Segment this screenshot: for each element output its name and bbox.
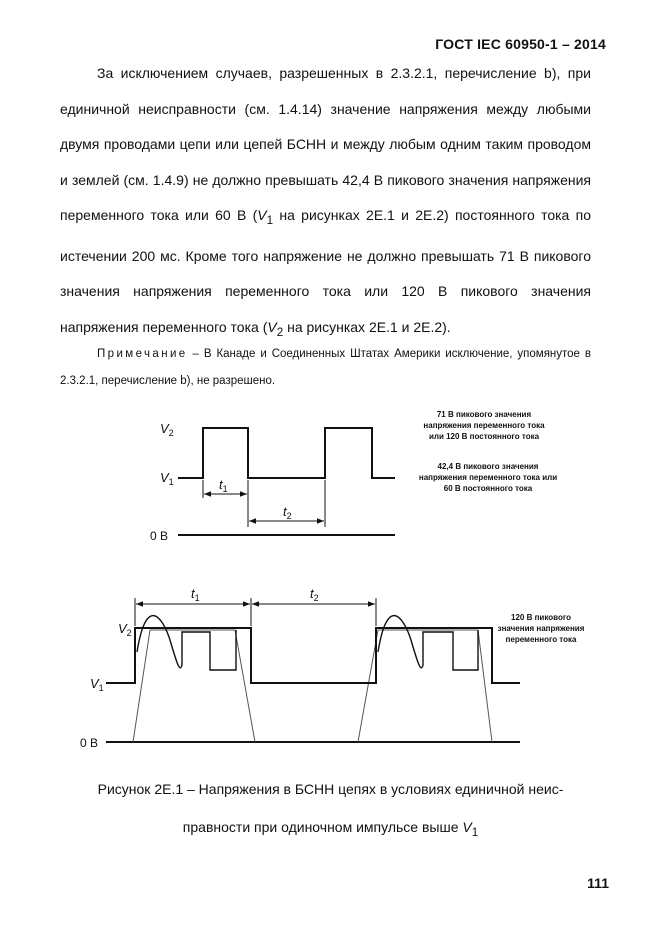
page-number: 111 — [587, 875, 609, 891]
top-annotation-v2-line3: или 120 В постоянного тока — [428, 432, 540, 441]
top-pulse-waveform — [178, 428, 395, 478]
figure-caption — [60, 770, 601, 852]
paragraph-text-a: За исключением случаев, разрешенных в 2.3.2.1, перечисление b), при единичной неисправности (см. 1.4.14) значение напряжения между любыми двумя проводами цепи или цепей БСНН и между любым одним таким проводом и землей (см. 1.4.9) не должно превышать 42,4 В пикового значения напряжения переменного тока или 60 В ( — [60, 65, 591, 224]
v1-symbol: V — [257, 207, 267, 224]
top-waveform-diagram — [150, 410, 557, 543]
caption-v-subscript: 1 — [471, 825, 479, 839]
top-annotation-v1-line3: 60 В постоянного тока — [443, 484, 533, 493]
bottom-v1-label: $V_1$ — [90, 676, 104, 693]
caption-v-symbol: V — [462, 819, 472, 835]
bottom-waveform-diagram — [80, 586, 585, 750]
bottom-annotation-line3: переменного тока — [505, 635, 577, 644]
note-text: – В Канаде и Соединенных Штатах Америки исключение, упомянутое в 2.3.2.1, перечисление b), не разрешено. — [60, 348, 591, 387]
top-annotation-v1-line2: напряжения переменного тока или — [418, 473, 558, 482]
bottom-annotation-line2: значения напряжения — [497, 624, 585, 633]
top-v2-label: $V_2$ — [160, 421, 174, 438]
top-v1-label: $V_1$ — [160, 470, 174, 487]
top-annotation-v2-line1: 71 В пикового значения — [436, 410, 532, 419]
paragraph-text-b: на рисунках 2Е.1 и 2Е.2) постоянного тока по истечении 200 мс. Кроме того напряжение не должно превышать 71 В пикового значения напряжения переменного тока или 120 В пикового значения напряжения переменного тока ( — [60, 207, 591, 335]
bottom-sine-wave-2 — [378, 616, 478, 670]
top-annotation-v2-line2: напряжения переменного тока — [423, 421, 545, 430]
v2-subscript: 2 — [276, 325, 284, 339]
bottom-t2-label: $t_2$ — [310, 586, 319, 603]
paragraph-text-c: на рисунках 2Е.1 и 2Е.2). — [283, 318, 451, 335]
bottom-annotation-line1: 120 В пикового — [511, 613, 571, 622]
top-t2-label: $t_2$ — [283, 504, 292, 521]
v1-subscript: 1 — [266, 214, 274, 228]
standard-header: ГОСТ IEC 60950-1 – 2014 — [435, 36, 606, 52]
v2-symbol: V — [267, 318, 277, 335]
note-label: Примечание — [97, 348, 188, 360]
bottom-t1-label: $t_1$ — [191, 586, 200, 603]
caption-line-2 — [60, 808, 601, 852]
bottom-sine-wave-1 — [137, 616, 236, 670]
bottom-envelope-2 — [358, 630, 492, 742]
top-annotation-v1-line1: 42,4 В пикового значения — [437, 462, 539, 471]
top-t1-label: $t_1$ — [219, 477, 228, 494]
top-zero-label: 0 В — [150, 529, 169, 543]
bottom-v2-label: $V_2$ — [118, 621, 132, 638]
bottom-zero-label: 0 В — [80, 736, 99, 750]
caption-line-2-text: правности при одиночном импульсе выше — [182, 819, 463, 835]
caption-line-1: Рисунок 2Е.1 – Напряжения в БСНН цепях в условиях единичной неис- — [97, 781, 564, 797]
